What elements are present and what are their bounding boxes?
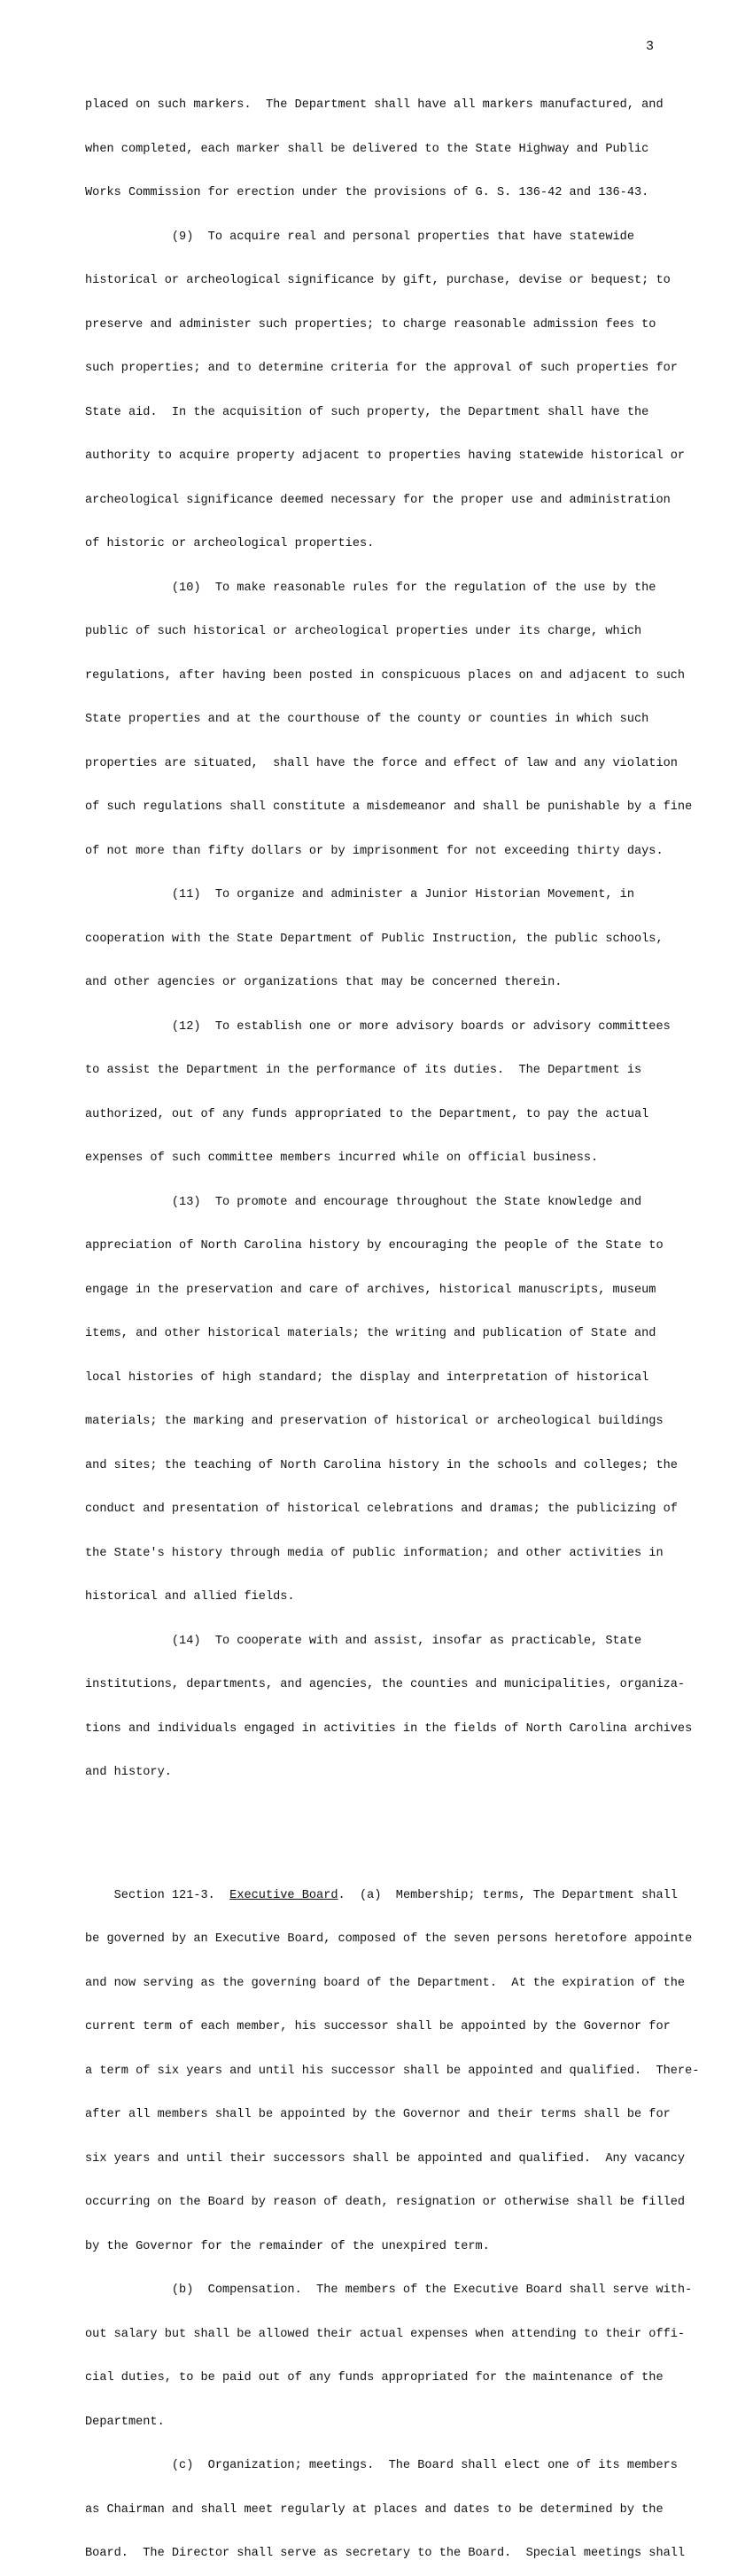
- text-line: public of such historical or archeological properties under its charge, which: [85, 625, 642, 638]
- section-heading: [85, 1889, 716, 1904]
- text-line: conduct and presentation of historical celebrations and dramas; the publicizing of: [85, 1503, 678, 1516]
- text-line: out salary but shall be allowed their actual expenses when attending to their offi-: [85, 2327, 686, 2341]
- text-line: occurring on the Board by reason of death, resignation or otherwise shall be filled: [85, 2196, 686, 2209]
- text-line: local histories of high standard; the display and interpretation of historical: [85, 1370, 649, 1385]
- paragraph-9-start: (9) To acquire real and personal properties that have statewide: [85, 230, 634, 244]
- subsection-c-start: (c) Organization; meetings. The Board shall elect one of its members: [85, 2459, 678, 2472]
- section-number: Section 121-3.: [85, 1888, 230, 1902]
- text-line: and sites; the teaching of North Carolina history in the schools and colleges; the: [85, 1458, 678, 1472]
- page-number: 3: [646, 39, 655, 54]
- text-line: when completed, each marker shall be delivered to the State Highway and Public: [85, 142, 649, 156]
- section-heading-text: . (a) Membership; terms, The Department shall: [338, 1888, 678, 1902]
- text-line: State aid. In the acquisition of such property, the Department shall have the: [85, 405, 649, 419]
- text-line: State properties and at the courthouse of the county or counties in which such: [85, 713, 649, 726]
- text-line: be governed by an Executive Board, composed of the seven persons heretofore appointe: [85, 1932, 693, 1946]
- text-line: Department.: [85, 2415, 165, 2429]
- text-line: expenses of such committee members incurred while on official business.: [85, 1151, 599, 1165]
- text-line: as Chairman and shall meet regularly at places and dates to be determined by the: [85, 2502, 664, 2517]
- text-line: engage in the preservation and care of archives, historical manuscripts, museum: [85, 1283, 656, 1297]
- subsection-b-start: (b) Compensation. The members of the Executive Board shall serve with-: [85, 2283, 693, 2297]
- text-line: and history.: [85, 1766, 172, 1779]
- document-body: [85, 69, 716, 2576]
- text-line: archeological significance deemed necessary for the proper use and administration: [85, 493, 671, 507]
- text-line: to assist the Department in the performance of its duties. The Department is: [85, 1064, 642, 1077]
- text-line: preserve and administer such properties; to charge reasonable admission fees to: [85, 317, 656, 332]
- paragraph-14-start: (14) To cooperate with and assist, insofar as practicable, State: [85, 1634, 642, 1648]
- text-line: items, and other historical materials; the writing and publication of State and: [85, 1327, 656, 1340]
- text-line: historical or archeological significance by gift, purchase, devise or bequest; to: [85, 274, 671, 287]
- section-gap: [85, 1824, 716, 1845]
- text-line: authorized, out of any funds appropriated to the Department, to pay the actual: [85, 1107, 649, 1121]
- text-line: materials; the marking and preservation of historical or archeological buildings: [85, 1415, 664, 1428]
- text-line: of not more than fifty dollars or by imprisonment for not exceeding thirty days.: [85, 844, 664, 858]
- text-line: cial duties, to be paid out of any funds appropriated for the maintenance of the: [85, 2371, 664, 2385]
- paragraph-13-start: (13) To promote and encourage throughout the State knowledge and: [85, 1195, 642, 1209]
- text-line: of such regulations shall constitute a misdemeanor and shall be punishable by a fine: [85, 800, 693, 814]
- text-line: properties are situated, shall have the force and effect of law and any violation: [85, 756, 678, 770]
- text-line: authority to acquire property adjacent to properties having statewide historical or: [85, 449, 686, 463]
- text-line: by the Governor for the remainder of the unexpired term.: [85, 2239, 490, 2253]
- text-line: placed on such markers. The Department shall have all markers manufactured, and: [85, 98, 664, 112]
- text-line: after all members shall be appointed by the Governor and their terms shall be for: [85, 2108, 671, 2121]
- paragraph-10-start: (10) To make reasonable rules for the regulation of the use by the: [85, 581, 656, 595]
- text-line: of historic or archeological properties.: [85, 537, 375, 550]
- text-line: and now serving as the governing board of the Department. At the expiration of the: [85, 1976, 686, 1990]
- text-line: regulations, after having been posted in conspicuous places on and adjacent to such: [85, 668, 686, 683]
- text-line: cooperation with the State Department of Public Instruction, the public schools,: [85, 932, 664, 946]
- text-line: a term of six years and until his successor shall be appointed and qualified. There-: [85, 2064, 700, 2078]
- text-line: Works Commission for erection under the provisions of G. S. 136-42 and 136-43.: [85, 186, 649, 199]
- text-line: Board. The Director shall serve as secretary to the Board. Special meetings shall: [85, 2547, 686, 2560]
- text-line: six years and until their successors shall be appointed and qualified. Any vacancy: [85, 2151, 686, 2166]
- text-line: historical and allied fields.: [85, 1590, 295, 1604]
- section-title: Executive Board: [229, 1888, 338, 1902]
- text-line: such properties; and to determine criteria for the approval of such properties for: [85, 362, 678, 375]
- text-line: tions and individuals engaged in activities in the fields of North Carolina archives: [85, 1721, 693, 1736]
- text-line: current term of each member, his successor shall be appointed by the Governor for: [85, 2020, 671, 2033]
- text-line: the State's history through media of public information; and other activities in: [85, 1546, 664, 1560]
- paragraph-12-start: (12) To establish one or more advisory boards or advisory committees: [85, 1019, 671, 1034]
- text-line: appreciation of North Carolina history by encouraging the people of the State to: [85, 1239, 664, 1253]
- paragraph-11-start: (11) To organize and administer a Junior Historian Movement, in: [85, 888, 634, 902]
- text-line: institutions, departments, and agencies, the counties and municipalities, organiza-: [85, 1678, 686, 1691]
- text-line: and other agencies or organizations that may be concerned therein.: [85, 976, 563, 989]
